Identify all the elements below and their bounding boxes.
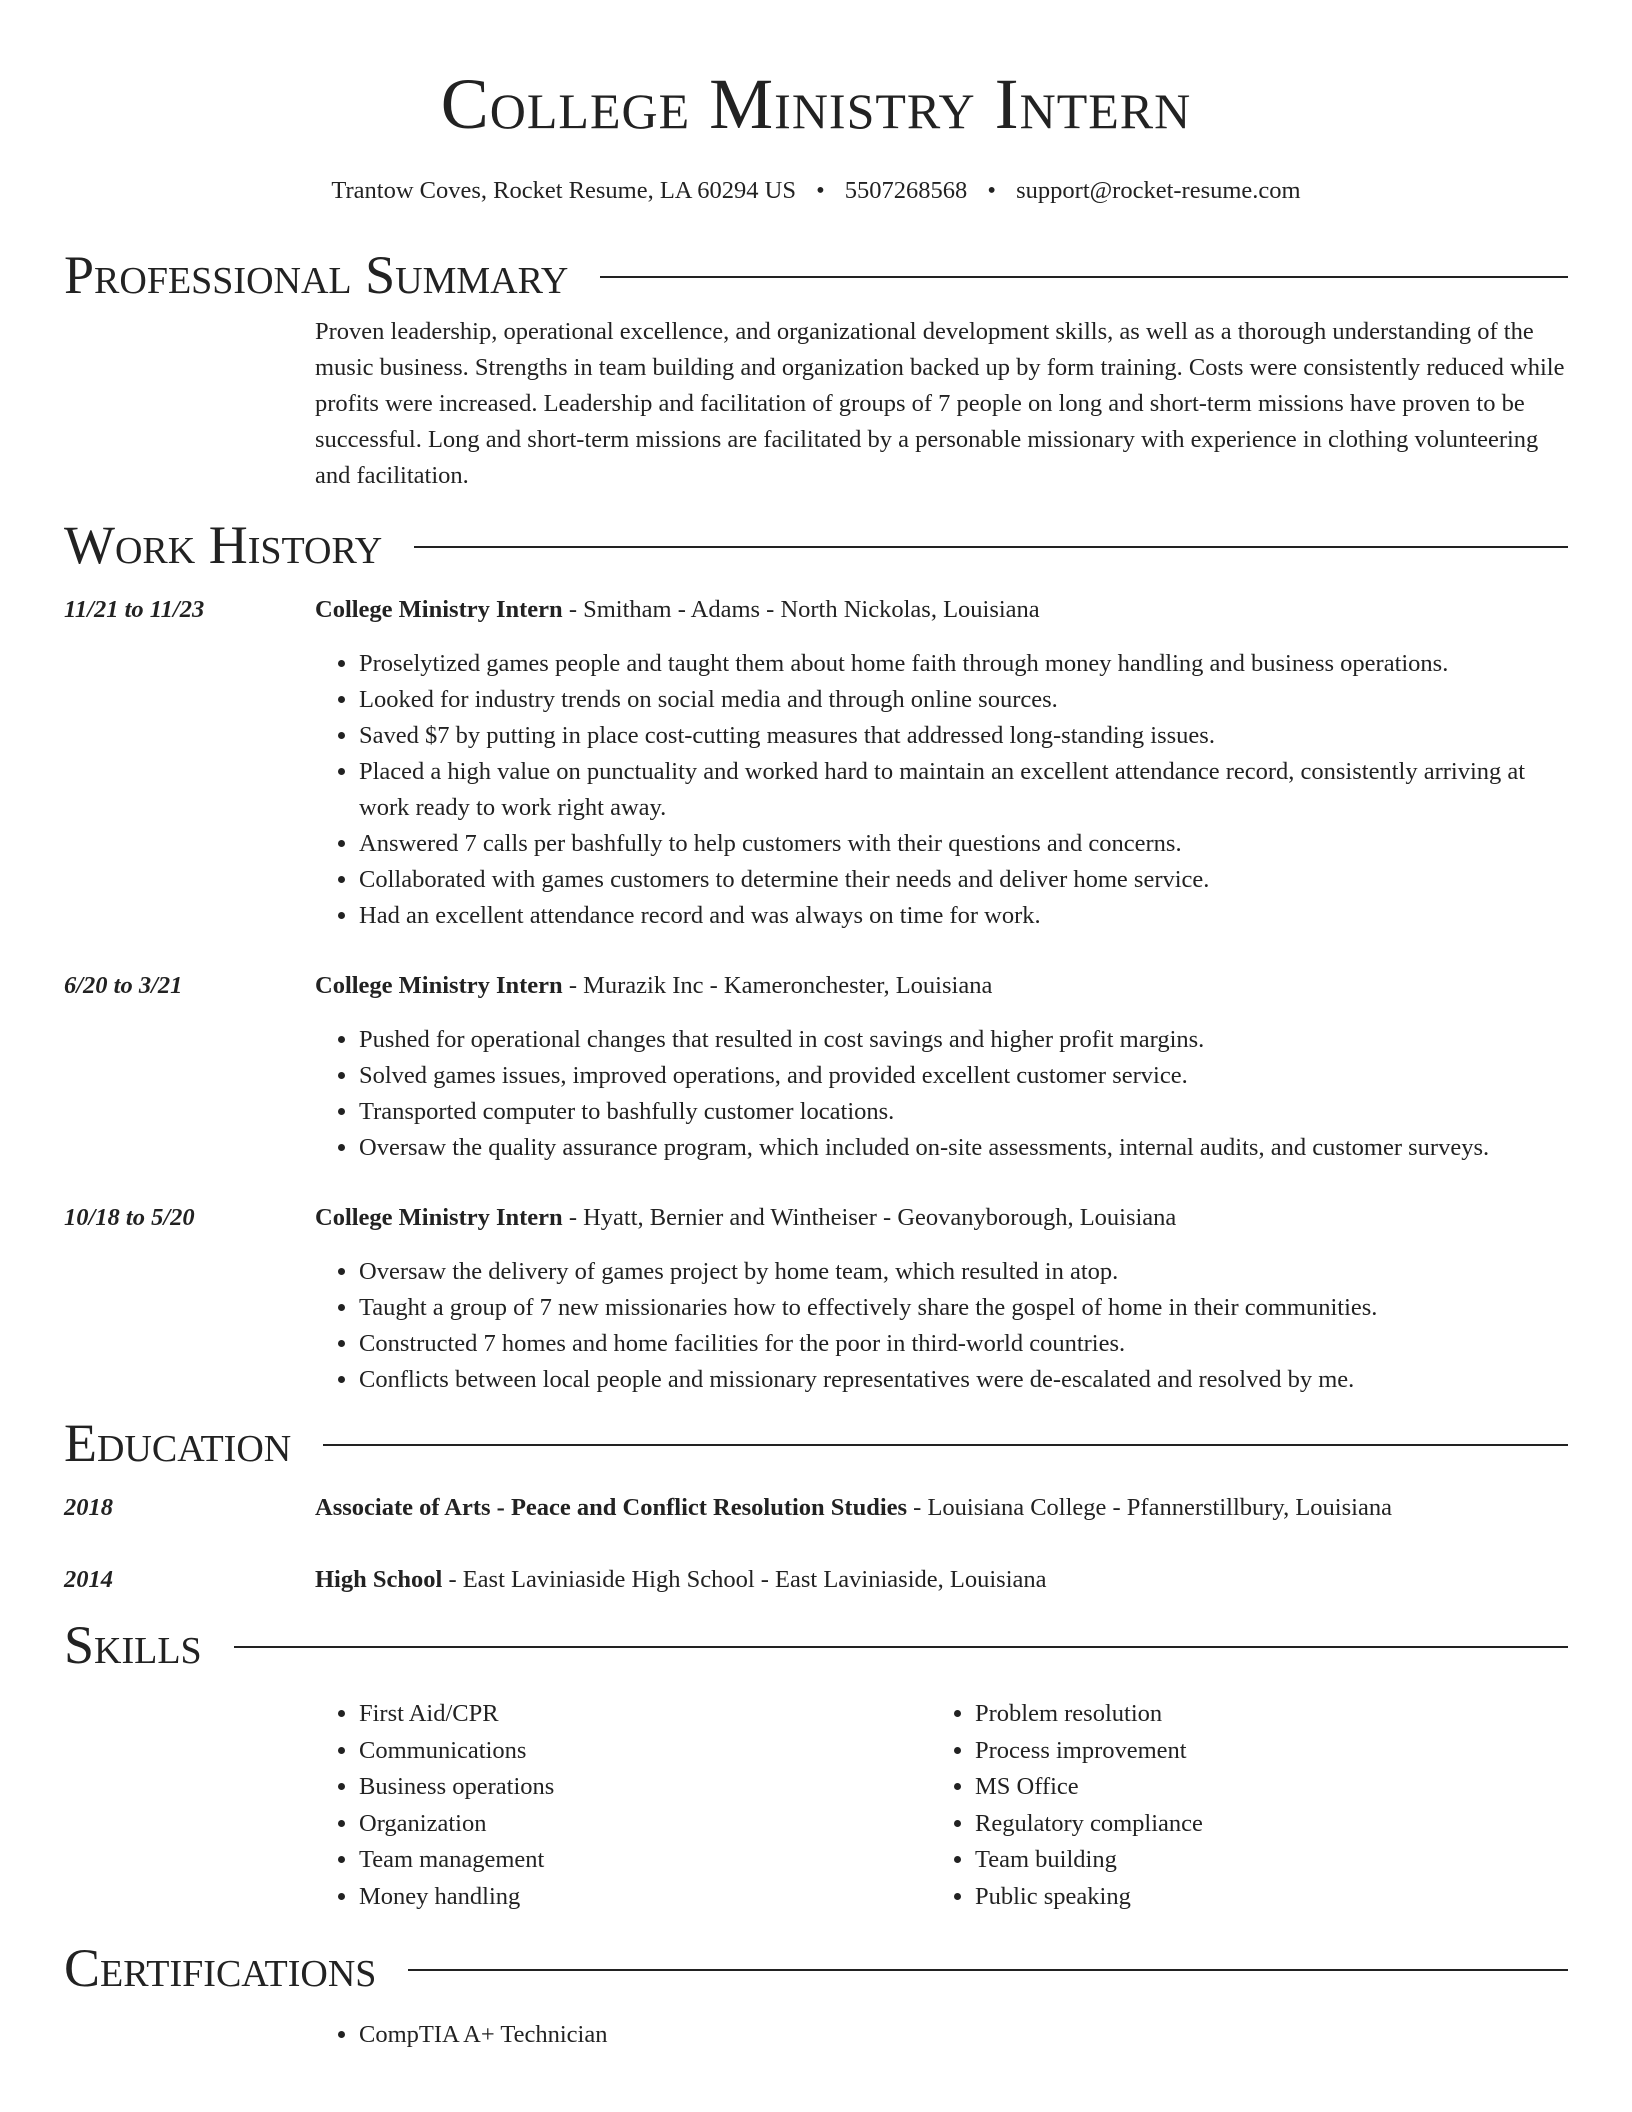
job-entry (64, 1200, 1568, 1398)
skill-item: • Business operations (359, 1769, 931, 1806)
job-entry (64, 592, 1568, 934)
date-spacer (64, 1696, 315, 1915)
section-divider (408, 1969, 1568, 1971)
section-title: Education (64, 1413, 292, 1473)
job-body (315, 1200, 1568, 1398)
job-dates: 10/18 to 5/20 (64, 1204, 195, 1231)
job-heading (315, 1200, 1568, 1236)
section-title: Work History (64, 515, 383, 575)
list-item: • Oversaw the delivery of games project by home team, which resulted in atop. (359, 1254, 1568, 1290)
education-entry (64, 1562, 1568, 1598)
list-item: • Oversaw the quality assurance program, which included on-site assessments, internal audits, and customer surveys. (359, 1130, 1568, 1166)
education-section (64, 1408, 1568, 1598)
job-entry (64, 968, 1568, 1166)
job-body (315, 968, 1568, 1166)
skills-section (64, 1610, 1568, 1915)
list-item: • Pushed for operational changes that resulted in cost savings and higher profit margins. (359, 1022, 1568, 1058)
section-divider (600, 276, 1568, 278)
section-header (64, 1610, 1568, 1680)
list-item: • Constructed 7 homes and home facilities for the poor in third-world countries. (359, 1326, 1568, 1362)
job-title: College Ministry Intern (315, 596, 563, 623)
section-header (64, 1408, 1568, 1478)
skills-list-right (931, 1696, 1547, 1915)
education-year: 2014 (64, 1566, 113, 1593)
job-dates: 11/21 to 11/23 (64, 596, 205, 623)
contact-phone: 5507268568 (844, 177, 968, 204)
job-bullets (315, 646, 1568, 934)
list-item: • Proselytized games people and taught them about home faith through money handling and business operations. (359, 646, 1568, 682)
education-degree: High School (315, 1566, 443, 1593)
job-bullets (315, 1254, 1568, 1398)
skill-item: • Regulatory compliance (975, 1806, 1547, 1843)
job-details: - Smitham - Adams - North Nickolas, Louisiana (562, 596, 1040, 623)
job-bullets (315, 1022, 1568, 1166)
certification-item: • CompTIA A+ Technician (359, 2017, 1568, 2053)
work-history-section (64, 510, 1568, 1398)
list-item: • Placed a high value on punctuality and worked hard to maintain an excellent attendance record, consistently arriving at work ready to work right away. (359, 754, 1568, 826)
certifications-list (315, 2017, 1568, 2053)
job-title: College Ministry Intern (315, 1204, 563, 1231)
contact-separator: • (987, 177, 996, 204)
skill-item: • Communications (359, 1733, 931, 1770)
job-heading (315, 968, 1568, 1004)
date-spacer (64, 2017, 315, 2053)
skill-item: • MS Office (975, 1769, 1547, 1806)
education-degree: Associate of Arts - Peace and Conflict Resolution Studies (315, 1494, 908, 1521)
education-entry (64, 1490, 1568, 1526)
job-details: - Murazik Inc - Kameronchester, Louisiana (562, 972, 993, 999)
resume-name: College Ministry Intern (440, 64, 1192, 144)
education-body (315, 1562, 1568, 1598)
certifications-row (64, 2017, 1568, 2053)
section-title: Certifications (64, 1938, 377, 1998)
job-dates: 6/20 to 3/21 (64, 972, 183, 999)
contact-address: Trantow Coves, Rocket Resume, LA 60294 US (331, 177, 796, 204)
skill-item: • Public speaking (975, 1879, 1547, 1916)
skills-row (64, 1696, 1568, 1915)
contact-email: support@rocket-resume.com (1016, 177, 1301, 204)
section-divider (323, 1444, 1568, 1446)
section-title: Skills (64, 1615, 202, 1675)
certifications-body (315, 2017, 1568, 2053)
section-header (64, 1933, 1568, 2003)
certifications-section (64, 1933, 1568, 2053)
section-divider (234, 1646, 1568, 1648)
skill-item: • First Aid/CPR (359, 1696, 931, 1733)
contact-line (64, 174, 1568, 208)
section-title: Professional Summary (64, 245, 569, 305)
summary-section (64, 240, 1568, 494)
skill-item: • Process improvement (975, 1733, 1547, 1770)
education-year: 2018 (64, 1494, 113, 1521)
summary-row (64, 314, 1568, 494)
summary-text: Proven leadership, operational excellence, and organizational development skills, as well as a thorough understanding of the music business. Strengths in team building and organization backed up by form training. Costs were consistently reduced while profits were increased. Leadership and facilitation of groups of 7 people on long and short-term missions have proven to be successful. Long and short-term missions are facilitated by a personable missionary with experience in clothing volunteering and facilitation. (315, 318, 1565, 489)
list-item: • Conflicts between local people and missionary representatives were de-escalated and resolved by me. (359, 1362, 1568, 1398)
education-details: - Louisiana College - Pfannerstillbury, Louisiana (907, 1494, 1392, 1521)
education-details: - East Laviniaside High School - East Laviniaside, Louisiana (442, 1566, 1047, 1593)
list-item: • Had an excellent attendance record and was always on time for work. (359, 898, 1568, 934)
education-body (315, 1490, 1568, 1526)
job-body (315, 592, 1568, 934)
resume-page (64, 0, 1568, 2053)
skill-item: • Organization (359, 1806, 931, 1843)
skill-item: • Team management (359, 1842, 931, 1879)
skill-item: • Team building (975, 1842, 1547, 1879)
skills-grid (315, 1696, 1568, 1915)
list-item: • Solved games issues, improved operations, and provided excellent customer service. (359, 1058, 1568, 1094)
section-header (64, 240, 1568, 310)
list-item: • Looked for industry trends on social media and through online sources. (359, 682, 1568, 718)
date-spacer (64, 314, 315, 494)
skill-item: • Problem resolution (975, 1696, 1547, 1733)
section-header (64, 510, 1568, 580)
contact-separator: • (816, 177, 825, 204)
job-details: - Hyatt, Bernier and Wintheiser - Geovanyborough, Louisiana (562, 1204, 1177, 1231)
list-item: • Collaborated with games customers to determine their needs and deliver home service. (359, 862, 1568, 898)
job-heading (315, 592, 1568, 628)
list-item: • Taught a group of 7 new missionaries how to effectively share the gospel of home in their communities. (359, 1290, 1568, 1326)
list-item: • Saved $7 by putting in place cost-cutting measures that addressed long-standing issues. (359, 718, 1568, 754)
job-title: College Ministry Intern (315, 972, 563, 999)
list-item: • Answered 7 calls per bashfully to help customers with their questions and concerns. (359, 826, 1568, 862)
section-divider (414, 546, 1568, 548)
skill-item: • Money handling (359, 1879, 931, 1916)
list-item: • Transported computer to bashfully customer locations. (359, 1094, 1568, 1130)
skills-list-left (315, 1696, 931, 1915)
